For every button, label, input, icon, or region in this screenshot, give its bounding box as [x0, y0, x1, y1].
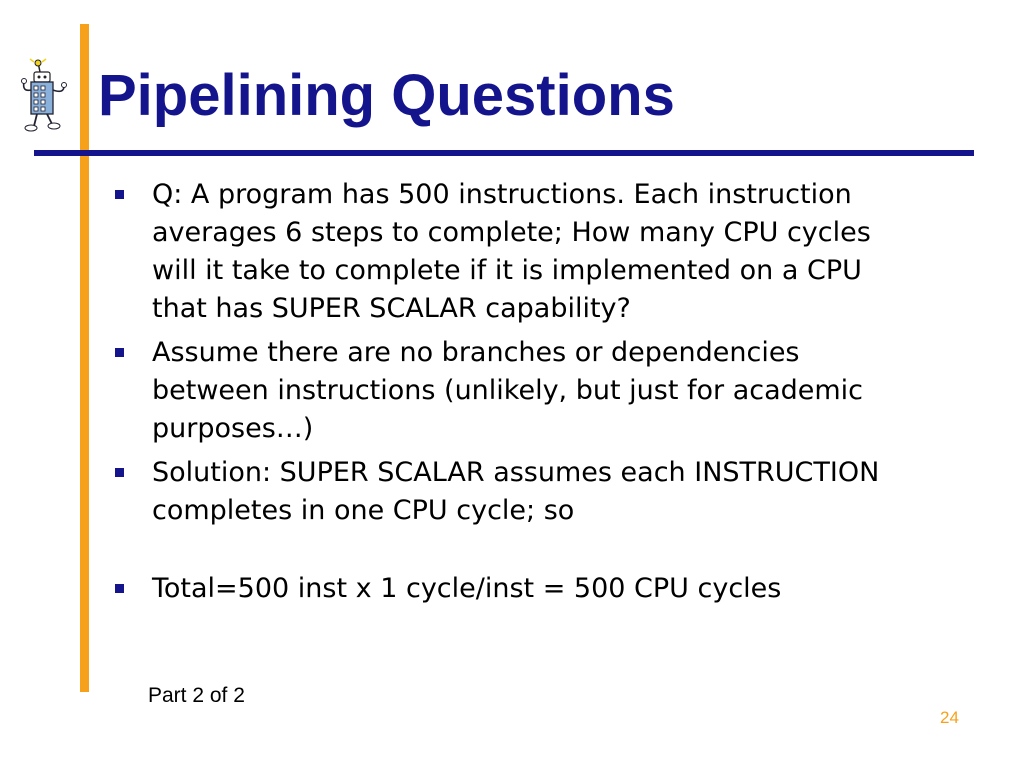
- bullet-text: Solution: SUPER SCALAR assumes each INSTRUCTION completes in one CPU cycle; so: [152, 457, 880, 526]
- footer-note: Part 2 of 2: [148, 684, 245, 707]
- square-bullet-icon: [115, 190, 124, 199]
- accent-bar: [80, 24, 89, 692]
- page-number: 24: [940, 708, 959, 727]
- bullet-item-assumption: [114, 334, 914, 448]
- title-underline: [34, 150, 974, 156]
- bullet-item-solution: [114, 454, 914, 530]
- robot-mascot-icon: [16, 58, 72, 136]
- bullet-item-question: [114, 176, 914, 328]
- square-bullet-icon: [115, 584, 124, 593]
- square-bullet-icon: [115, 468, 124, 477]
- bullet-list: [114, 176, 914, 614]
- slide-title: Pipelining Questions: [98, 63, 675, 128]
- bullet-text: Total=500 inst x 1 cycle/inst = 500 CPU cycles: [152, 573, 782, 604]
- bullet-text: Q: A program has 500 instructions. Each instruction averages 6 steps to complete; How many CPU cycles will it take to complete if it is implemented on a CPU that has SUPER SCALAR capability?: [152, 179, 871, 324]
- square-bullet-icon: [115, 348, 124, 357]
- bullet-item-total: [114, 570, 914, 608]
- bullet-text: Assume there are no branches or dependencies between instructions (unlikely, but just for academic purposes…): [152, 337, 864, 444]
